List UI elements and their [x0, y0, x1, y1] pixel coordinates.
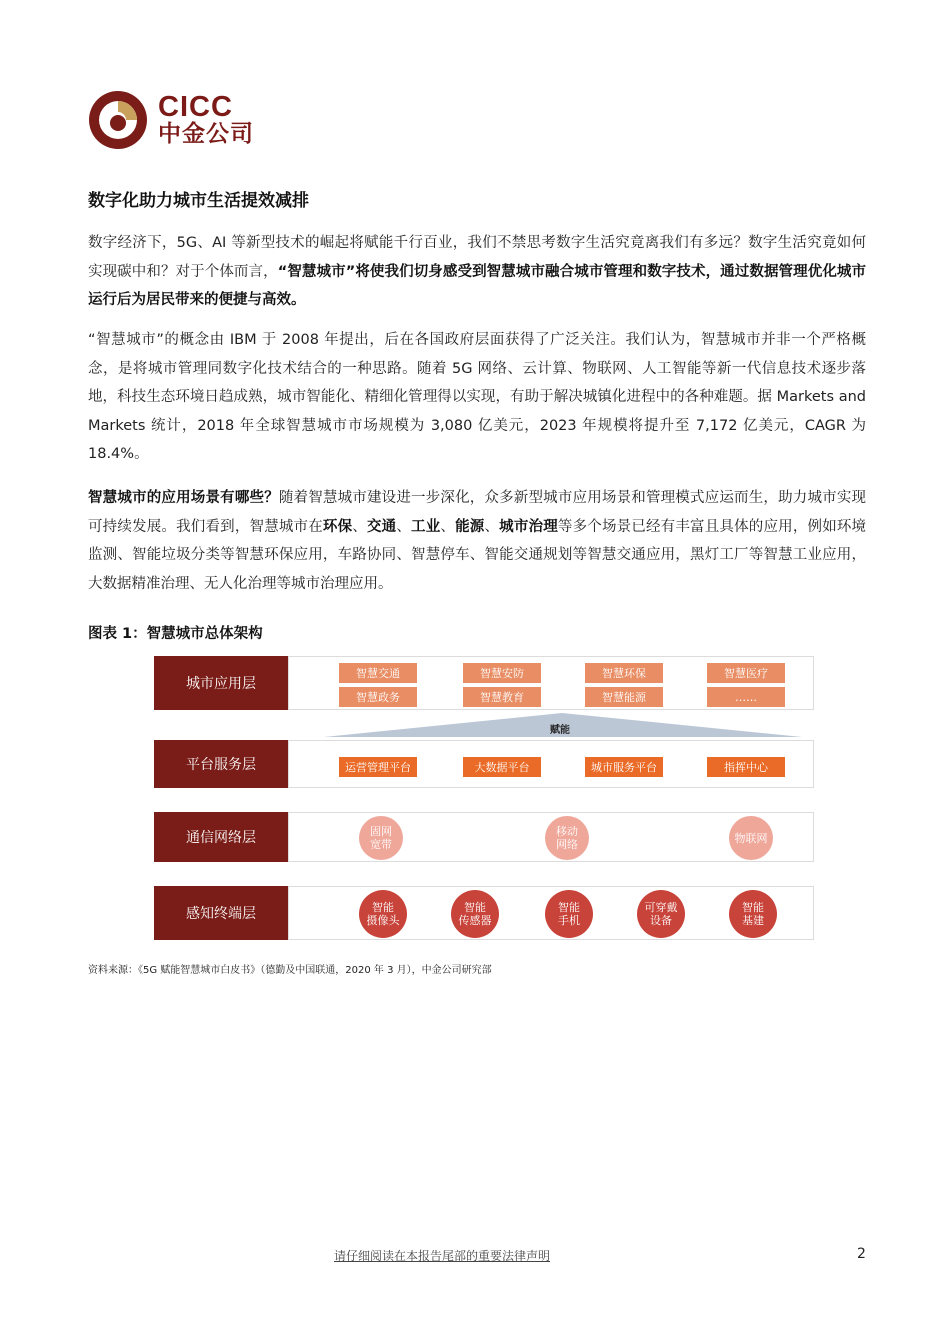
keyword-industry: 工业	[411, 518, 441, 535]
paragraph-3-question: 智慧城市的应用场景有哪些？	[88, 490, 279, 506]
paragraph-2: “智慧城市”的概念由 IBM 于 2008 年提出，后在各国政府层面获得了广泛关注。我们认为，智慧城市并非一个严格概念，是将城市管理同数字化技术结合的一种思路。随着 5G 网络、云计算、物联网、人工智能等新一代信息技术逐步落地，科技生态环境日趋成熟，城市智能化、精细化管理得以实现，有助于解决城镇化进程中的各种难题。据 Markets and Markets 统计，2018 年全球智慧城市市场规模为 3,080 亿美元，2023 年规模将提升至 7,172 亿美元，CAGR 为 18.4%。	[88, 332, 866, 463]
layer-label-terminal: 感知终端层	[154, 886, 288, 940]
app-tag: 智慧政务	[339, 687, 417, 707]
terminal-circle: 智能 摄像头	[359, 890, 407, 938]
platform-tag: 城市服务平台	[585, 757, 663, 777]
terminal-circle: 智能 手机	[545, 890, 593, 938]
keyword-traffic: 交通	[366, 518, 397, 535]
paragraph-1-text: 数字经济下，5G、AI 等新型技术的崛起将赋能千行百业，我们不禁思考数字生活究竟离我们有多远？数字生活究竟如何实现碳中和？对于个体而言，	[88, 235, 866, 280]
smart-city-architecture-diagram	[154, 654, 814, 944]
layer-box-terminal	[288, 886, 814, 940]
terminal-circle: 可穿戴 设备	[637, 890, 685, 938]
logo-text-en: CICC	[158, 91, 233, 123]
platform-tag: 运营管理平台	[339, 757, 417, 777]
app-tag: ……	[707, 687, 785, 707]
separator: 、	[396, 518, 412, 535]
paragraph-3-text-a: 随着智慧城市建设进一步深化，众多新型城市应用场景和管理模式应运而生，助力城市实现可持续发展。我们看到，智慧城市在	[88, 490, 866, 535]
platform-tag: 指挥中心	[707, 757, 785, 777]
network-circle: 固网 宽带	[359, 816, 403, 860]
separator: 、	[352, 518, 367, 535]
section-heading: 数字化助力城市生活提效减排	[88, 191, 309, 211]
app-tag: 智慧安防	[463, 663, 541, 683]
layer-label-network: 通信网络层	[154, 812, 288, 862]
app-tag: 智慧能源	[585, 687, 663, 707]
keyword-governance: 城市治理	[499, 518, 558, 535]
logo-text-cn: 中金公司	[158, 121, 254, 147]
paragraph-3	[88, 484, 866, 598]
legal-disclaimer-link[interactable]: 请仔细阅读在本报告尾部的重要法律声明	[334, 1249, 551, 1263]
paragraph-1	[88, 229, 866, 315]
keyword-energy: 能源	[455, 518, 485, 535]
figure-title: 图表 1：智慧城市总体架构	[88, 626, 263, 642]
layer-label-application: 城市应用层	[154, 656, 288, 710]
layer-box-application	[288, 656, 814, 710]
figure-source: 资料来源：《5G 赋能智慧城市白皮书》（德勤及中国联通，2020 年 3 月），中金公司研究部	[88, 965, 492, 976]
keyword-env: 环保	[322, 518, 353, 535]
network-circle: 移动 网络	[545, 816, 589, 860]
layer-box-network	[288, 812, 814, 862]
layer-box-platform	[288, 740, 814, 788]
layer-label-platform: 平台服务层	[154, 740, 288, 788]
app-tag: 智慧环保	[585, 663, 663, 683]
terminal-circle: 智能 基建	[729, 890, 777, 938]
separator: 、	[484, 518, 500, 535]
empower-label: 赋能	[550, 725, 570, 736]
app-tag: 智慧教育	[463, 687, 541, 707]
terminal-circle: 智能 传感器	[451, 890, 499, 938]
platform-tag: 大数据平台	[463, 757, 541, 777]
page-number: 2	[857, 1246, 866, 1262]
separator: 、	[440, 518, 456, 535]
app-tag: 智慧交通	[339, 663, 417, 683]
cicc-emblem-icon	[88, 90, 148, 150]
app-tag: 智慧医疗	[707, 663, 785, 683]
network-circle: 物联网	[729, 816, 773, 860]
paragraph-1-bold: “智慧城市”将使我们切身感受到智慧城市融合城市管理和数字技术，通过数据管理优化城市运行后为居民带来的便捷与高效。	[88, 263, 867, 309]
paragraph-3-text-b: 等多个场景已经有丰富且具体的应用，例如环境监测、智能垃圾分类等智慧环保应用，车路协同、智慧停车、智能交通规划等智慧交通应用，黑灯工厂等智慧工业应用，大数据精准治理、无人化治理等城市治理应用。	[88, 518, 867, 592]
cicc-logo	[88, 90, 258, 150]
